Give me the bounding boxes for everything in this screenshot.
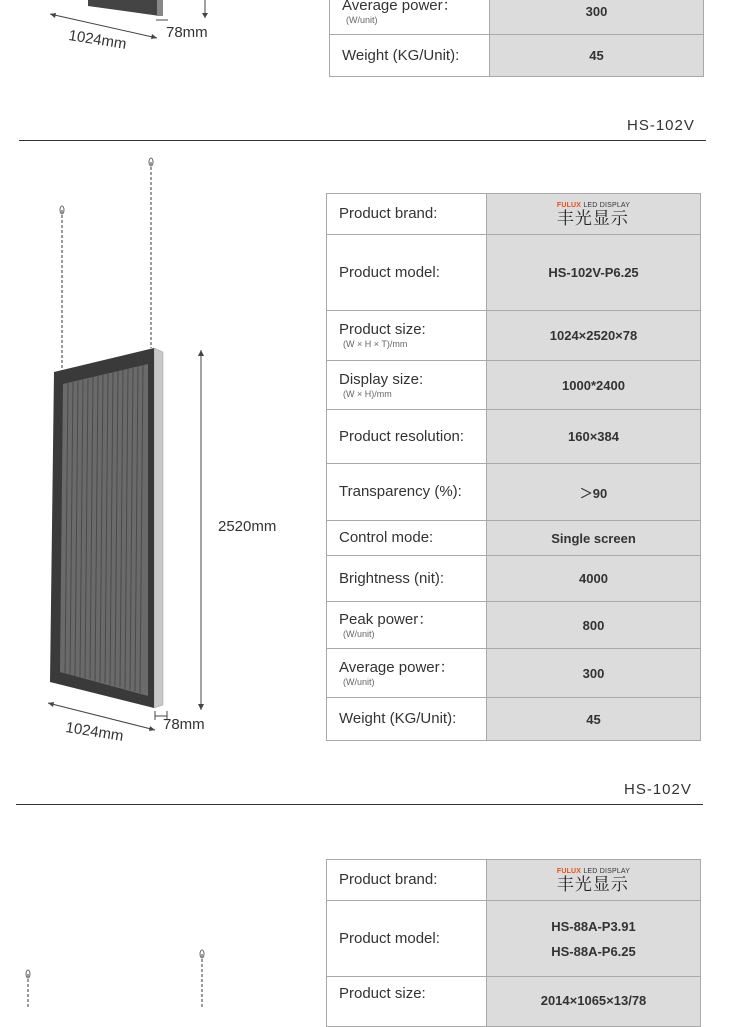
row-value: 800 xyxy=(487,602,701,649)
brand-logo-cell xyxy=(487,194,701,235)
height-dimension-label: 2520mm xyxy=(218,518,277,535)
brand-latin-bold: FULUX xyxy=(556,867,582,875)
table-row-brand xyxy=(327,194,701,235)
row-label: Brightness (nit): xyxy=(339,569,445,587)
row-value: HS-102V-P6.25 xyxy=(487,235,701,311)
depth-dimension-label: 78mm xyxy=(163,716,205,733)
brand-chinese: 丰光显示 xyxy=(556,208,629,228)
row-value: ＞90 xyxy=(487,464,701,521)
height-dim-arrow-top xyxy=(198,350,204,356)
row-label: Weight (KG/Unit): xyxy=(342,46,460,64)
row-label: Peak power： xyxy=(339,610,434,628)
row-sublabel: (W/unit) xyxy=(343,676,375,687)
spec-table-1 xyxy=(329,0,704,77)
table-row-control-mode xyxy=(327,521,701,556)
brand-latin-rest: LED DISPLAY xyxy=(581,867,631,875)
row-value: 1000*2400 xyxy=(487,361,701,410)
row-label: Product brand: xyxy=(339,205,438,222)
brand-latin-bold: FULUX xyxy=(556,201,582,209)
brand-chinese: 丰光显示 xyxy=(556,874,629,894)
row-label: Product resolution: xyxy=(339,427,465,445)
row-label: Weight (KG/Unit): xyxy=(339,710,457,727)
brand-logo xyxy=(557,868,630,893)
height-dim-arrow xyxy=(202,13,208,18)
row-value-multiline xyxy=(487,901,701,977)
table-row-transparency xyxy=(327,464,701,521)
table-row-display-size xyxy=(327,361,701,410)
brand-logo xyxy=(557,202,630,227)
row-label: Product size: xyxy=(339,985,426,1002)
section-divider xyxy=(19,140,706,141)
section-model-code: HS-102V xyxy=(627,117,695,134)
row-label: Product size: xyxy=(339,321,426,338)
row-label: Product model: xyxy=(339,263,440,281)
row-value: 300 xyxy=(487,649,701,698)
row-label: Product brand: xyxy=(339,871,438,888)
brand-logo-cell xyxy=(487,860,701,901)
width-dimension-label: 1024mm xyxy=(64,719,125,745)
row-value: 300 xyxy=(490,0,704,35)
section-model-code: HS-102V xyxy=(624,781,692,798)
model-line-2: HS-88A-P6.25 xyxy=(551,943,636,959)
row-label: Control mode: xyxy=(339,529,434,546)
row-value: Single screen xyxy=(487,521,701,556)
row-value: 45 xyxy=(490,35,704,77)
row-sublabel: (W × H)/mm xyxy=(343,388,392,399)
row-label: Transparency (%): xyxy=(339,483,462,500)
row-label: Average power： xyxy=(342,0,458,14)
table-row-size xyxy=(327,977,701,1027)
row-label: Average power： xyxy=(339,658,455,676)
row-value: 45 xyxy=(487,698,701,741)
panel-drawing xyxy=(0,150,320,760)
table-row-size xyxy=(327,311,701,361)
row-value: 4000 xyxy=(487,556,701,602)
height-dim-arrow-bottom xyxy=(198,704,204,710)
brand-latin-rest: LED DISPLAY xyxy=(581,201,631,209)
spec-table-2 xyxy=(326,193,701,741)
panel-drawing-top xyxy=(0,0,300,60)
table-row-weight xyxy=(327,698,701,741)
table-row-peak-power xyxy=(327,602,701,649)
row-value: 2014×1065×13/78 xyxy=(487,977,701,1027)
panel-mesh xyxy=(60,364,148,696)
table-row-brand xyxy=(327,860,701,901)
row-value: 160×384 xyxy=(487,410,701,464)
table-row-weight xyxy=(330,35,704,77)
row-sublabel: (W × H × T)/mm xyxy=(343,339,408,349)
section-divider xyxy=(16,804,703,805)
table-row-average-power xyxy=(330,0,704,35)
table-row-model xyxy=(327,901,701,977)
panel-drawing-bottom xyxy=(0,940,300,1007)
width-dimension-label: 1024mm xyxy=(67,27,128,53)
row-value: 1024×2520×78 xyxy=(487,311,701,361)
table-row-brightness xyxy=(327,556,701,602)
table-row-model xyxy=(327,235,701,311)
row-label: Display size: xyxy=(339,370,424,388)
panel-bottom-edge xyxy=(88,0,160,16)
row-sublabel: (W/unit) xyxy=(343,628,375,639)
row-label: Product model: xyxy=(339,929,440,947)
table-row-resolution xyxy=(327,410,701,464)
table-row-average-power xyxy=(327,649,701,698)
depth-dimension-label: 78mm xyxy=(166,24,208,41)
row-sublabel: (W/unit) xyxy=(346,15,378,25)
model-line-1: HS-88A-P3.91 xyxy=(551,918,636,934)
panel-side-edge xyxy=(154,348,163,708)
spec-table-3 xyxy=(326,859,701,1027)
